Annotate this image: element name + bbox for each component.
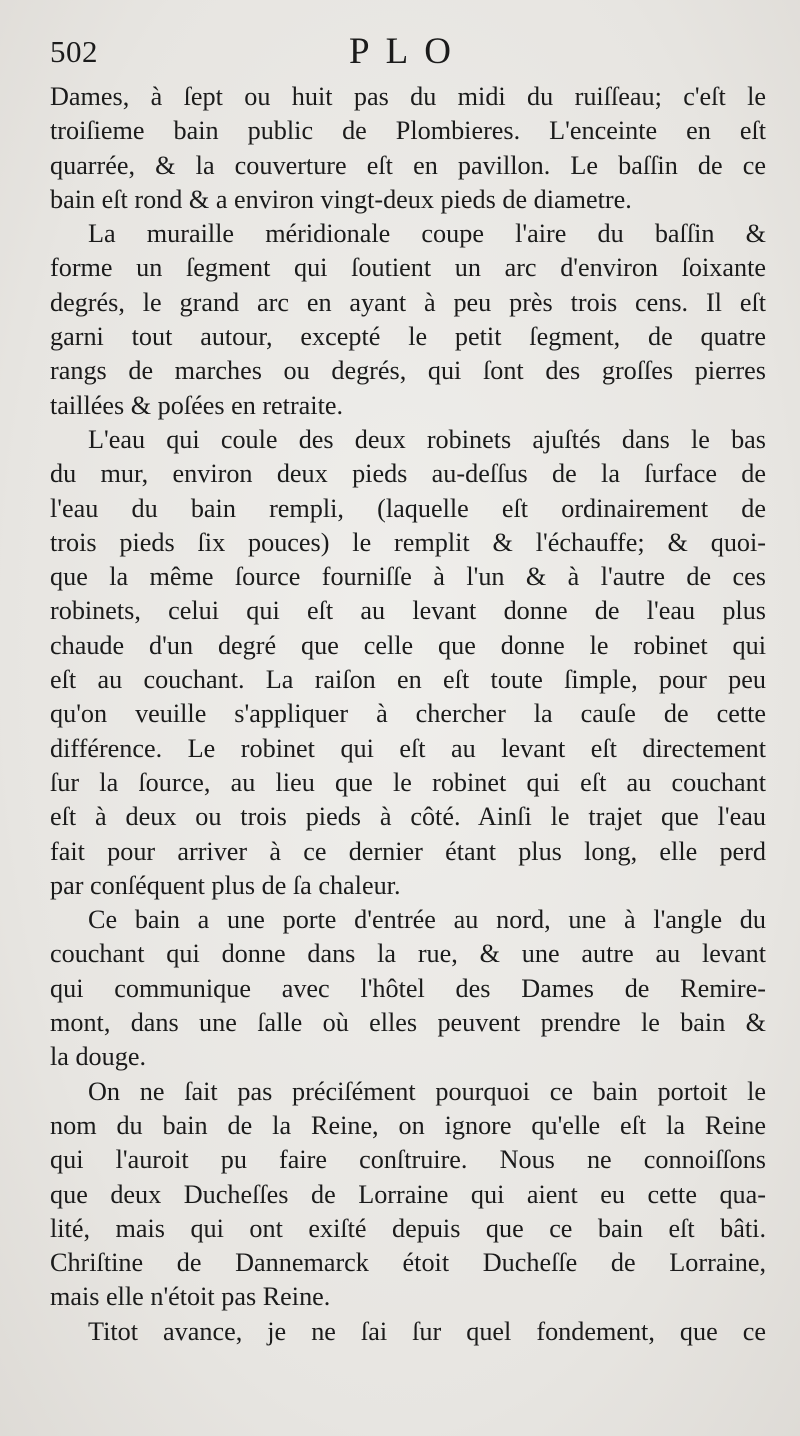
text-line: que la même ſource fourniſſe à l'un & à l'autre de ces: [50, 562, 766, 592]
text-line: l'eau du bain rempli, (laquelle eſt ordinairement de: [50, 493, 766, 523]
text-line: du mur, environ deux pieds au-deſſus de la ſurface de: [50, 459, 766, 489]
text-line: taillées & poſées en retraite.: [50, 390, 344, 420]
text-line: eſt au couchant. La raiſon en eſt toute ſimple, pour peu: [50, 665, 766, 695]
running-title: PLO: [349, 31, 467, 72]
text-line: mais elle n'étoit pas Reine.: [50, 1282, 331, 1312]
text-line: garni tout autour, excepté le petit ſegment, de quatre: [50, 322, 766, 352]
text-line: degrés, le grand arc en ayant à peu près trois cens. Il eſt: [50, 287, 766, 317]
text-line: qui l'auroit pu faire conſtruire. Nous ne connoiſſons: [50, 1145, 766, 1175]
text-line: mont, dans une ſalle où elles peuvent prendre le bain &: [50, 1008, 766, 1038]
text-line: Ce bain a une porte d'entrée au nord, une à l'angle du: [88, 905, 766, 935]
text-line: que deux Ducheſſes de Lorraine qui aient eu cette qua-: [50, 1179, 766, 1209]
text-line: fait pour arriver à ce dernier étant plus long, elle perd: [50, 836, 766, 866]
running-head: [50, 28, 766, 80]
text-line: trois pieds ſix pouces) le remplit & l'échauffe; & quoi-: [50, 527, 766, 557]
text-line: qui communique avec l'hôtel des Dames de Remire-: [50, 973, 766, 1003]
text-line: Titot avance, je ne ſai ſur quel fondement, que ce: [88, 1316, 766, 1346]
text-line: L'eau qui coule des deux robinets ajuſtés dans le bas: [88, 424, 766, 454]
text-line: troiſieme bain public de Plombieres. L'enceinte en eſt: [50, 116, 766, 146]
text-line: chaude d'un degré que celle que donne le robinet qui: [50, 630, 766, 660]
text-line: la douge.: [50, 1042, 146, 1072]
text-line: On ne ſait pas préciſément pourquoi ce bain portoit le: [88, 1076, 766, 1106]
text-line: ſur la ſource, au lieu que le robinet qui eſt au couchant: [50, 767, 766, 797]
text-line: forme un ſegment qui ſoutient un arc d'environ ſoixante: [50, 253, 766, 283]
text-line: bain eſt rond & a environ vingt-deux pieds de diametre.: [50, 184, 632, 214]
text-line: robinets, celui qui eſt au levant donne de l'eau plus: [50, 596, 766, 626]
text-line: Dames, à ſept ou huit pas du midi du ruiſſeau; c'eſt le: [50, 82, 766, 111]
text-line: couchant qui donne dans la rue, & une autre au levant: [50, 939, 766, 969]
text-line: nom du bain de la Reine, on ignore qu'elle eſt la Reine: [50, 1110, 766, 1140]
text-line: eſt à deux ou trois pieds à côté. Ainſi le trajet que l'eau: [50, 802, 766, 832]
text-line: par conſéquent plus de ſa chaleur.: [50, 870, 401, 900]
text-line: rangs de marches ou degrés, qui ſont des groſſes pierres: [50, 356, 766, 386]
text-line: quarrée, & la couverture eſt en pavillon. Le baſſin de ce: [50, 150, 766, 180]
text-line: différence. Le robinet qui eſt au levant eſt directement: [50, 733, 766, 763]
text-line: Chriſtine de Dannemarck étoit Ducheſſe de Lorraine,: [50, 1248, 766, 1278]
page-number: 502: [50, 34, 98, 69]
text-line: La muraille méridionale coupe l'aire du baſſin &: [88, 219, 766, 249]
text-line: qu'on veuille s'appliquer à chercher la cauſe de cette: [50, 699, 766, 729]
body-text: [50, 80, 766, 1349]
text-line: lité, mais qui ont exiſté depuis que ce bain eſt bâti.: [50, 1213, 766, 1243]
